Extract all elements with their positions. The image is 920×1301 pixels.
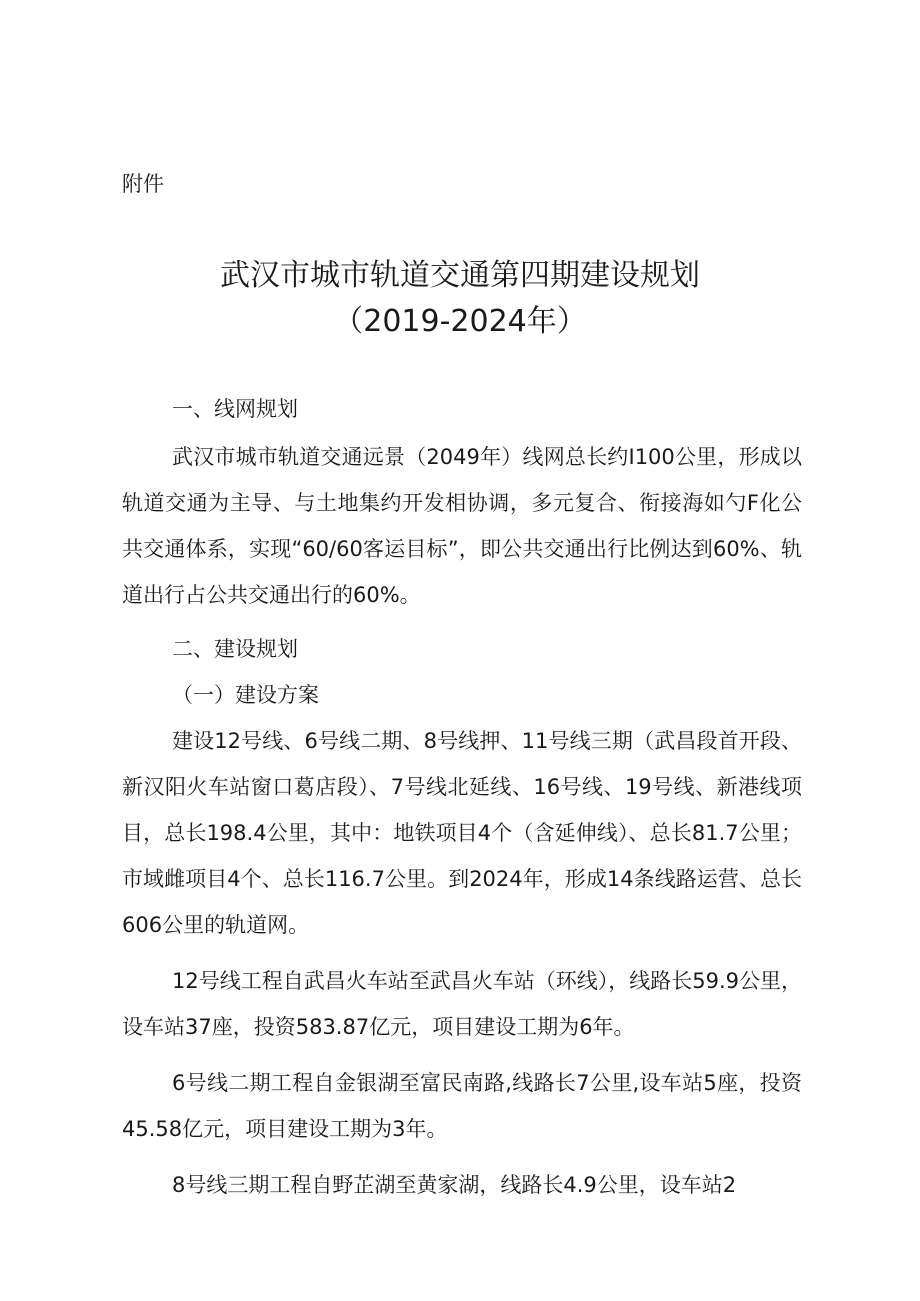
paragraph-network-overview: 武汉市城市轨道交通远景（2049年）线网总长约I100公里，形成以轨道交通为主导、与土地集约开发相协调，多元复合、衔接海如勺F化公共交通体系，实现“60/60客运目标”，即公共交通出行比例达到60%、轨道出行占公共交通出行的60%。 xyxy=(122,445,802,607)
paragraph-line-6-phase-2: 6号线二期工程自金银湖至富民南路,线路长7公里,设车站5座，投资45.58亿元，项目建设工期为3年。 xyxy=(122,1071,802,1141)
attachment-label: 附件 xyxy=(122,172,164,196)
section-heading-network-planning: 一、线网规划 xyxy=(172,397,298,421)
paragraph-line-8-phase-3: 8号线三期工程自野芷湖至黄家湖，线路长4.9公里，设车站2 xyxy=(172,1173,737,1197)
document-body xyxy=(122,386,802,1208)
subsection-heading-construction-plan: （一）建设方案 xyxy=(172,683,319,707)
document-title: 武汉市城市轨道交通第四期建设规划 xyxy=(220,258,700,293)
document-subtitle: （2019-2024年） xyxy=(333,304,587,339)
paragraph-line-12: 12号线工程自武昌火车站至武昌火车站（环线），线路长59.9公里，设车站37座，投资583.87亿元，项目建设工期为6年。 xyxy=(122,969,802,1039)
paragraph-construction-scope: 建设12号线、6号线二期、8号线押、11号线三期（武昌段首开段、新汉阳火车站窗口葛店段）、7号线北延线、16号线、19号线、新港线项目，总长198.4公里，其中：地铁项目4个（含延伸线）、总长81.7公里；市域雌项目4个、总长116.7公里。到2024年，形成14条线路运营、总长606公里的轨道网。 xyxy=(122,729,802,937)
section-heading-construction-planning: 二、建设规划 xyxy=(172,637,298,661)
